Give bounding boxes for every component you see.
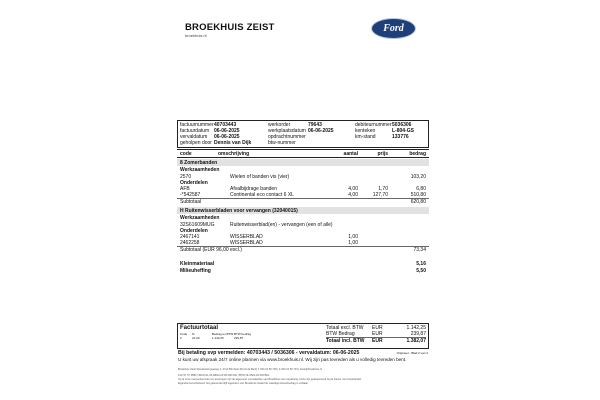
line-description: Continental eco contact 6 XL — [230, 192, 294, 198]
ford-logo — [371, 18, 416, 39]
line-amount: 6,80 — [416, 186, 426, 192]
vat-amount-label: BTW Bedrag — [326, 331, 355, 337]
info-row: km-stand 133776 — [355, 134, 409, 140]
footer-address: Broekhuis Zeist Woudenbergseweg 4, 3712 BD Zeist (Rond de Berk) T 030 24 50 700 | F 030 24 50 701 | zeist@broekhuis.nl — [178, 368, 322, 371]
subtotal-label: Subtotaal — [180, 199, 202, 205]
line-price: 127,70 — [372, 192, 388, 198]
line-code: 2462258 — [180, 240, 200, 246]
section-title: 8 Zomerbanden — [180, 160, 218, 166]
subtotal-amount: 620,80 — [410, 199, 426, 205]
info-row: kenteken L-804-GS — [355, 128, 414, 134]
info-col-3 — [355, 122, 414, 140]
subtotal-amount: 73,34 — [413, 247, 426, 253]
subtotal-label: Subtotaal (EUR 96,00 excl.) — [180, 247, 242, 253]
info-row: vervaldatum 06-06-2025 — [180, 134, 240, 140]
total-excl-vat-value: 1.142,25 — [406, 325, 426, 331]
line-amount: 103,20 — [410, 174, 426, 180]
vat-breakdown-header: Code % Bedrag ex BTWBTW bedrag — [180, 332, 251, 336]
info-row: opdrachtnummer — [268, 134, 306, 140]
total-incl-vat-currency: EUR — [372, 338, 383, 344]
col-header-amount: bedrag — [409, 151, 426, 157]
page-label: Origineel - Blad 2 van 2 — [396, 351, 428, 355]
group-title: Onderdelen — [180, 180, 208, 186]
info-row: debiteurnummer5036306 — [355, 122, 412, 128]
line-description: WISSERBLAD — [230, 240, 263, 246]
info-row: factuurdatum 06-06-2025 — [180, 128, 240, 134]
col-header-quantity: aantal — [343, 151, 358, 157]
info-row: werkplaatsdatum 06-06-2025 — [268, 128, 334, 134]
line-price: 1,70 — [378, 186, 388, 192]
line-code: 2467141 — [180, 234, 200, 240]
total-incl-vat-value: 1.382,07 — [406, 338, 426, 344]
line-quantity: 1,00 — [348, 234, 358, 240]
line-quantity: 4,00 — [348, 186, 358, 192]
payment-reference-note: Bij betaling svp vermelden: 40703443 / 5036306 - vervaldatum: 06-06-2025 — [178, 350, 360, 356]
group-title: Onderdelen — [180, 228, 208, 234]
extra-value-environmental-levy: 5,50 — [416, 268, 426, 274]
section-title: H Ruitenwisserbladen voor vervangen (32040015) — [180, 208, 298, 214]
info-row: werkorder 79643 — [268, 122, 322, 128]
total-incl-vat-label: Totaal incl. BTW — [326, 338, 365, 344]
extra-label-small-materials: Kleinmateriaal — [180, 261, 215, 267]
dealer-url: broekhuis.nl — [185, 33, 207, 38]
footer-ownership: Eigendomsvoorbehoud: het geleverde blijft eigendom van Broekhuis totdat het volledige factuurbedrag is voldaan. — [178, 382, 309, 385]
table-header-top-rule — [177, 149, 429, 150]
info-row: factuurnummer40703443 — [180, 122, 237, 128]
extra-label-environmental-levy: Milieuheffing — [180, 268, 211, 274]
vat-amount-value: 239,87 — [410, 331, 426, 337]
line-code: 32S61609MUG — [180, 222, 215, 228]
totals-title: Factuurtotaal — [180, 325, 219, 331]
col-header-description: omschrijving — [218, 151, 250, 157]
line-code: 2570 — [180, 174, 192, 180]
vat-amount-currency: EUR — [372, 331, 383, 337]
line-quantity: 4,00 — [348, 192, 358, 198]
total-excl-vat-currency: EUR — [372, 325, 383, 331]
vat-breakdown-row: 2 21,00 1.142,25 239,87 — [180, 336, 244, 340]
group-title: Werkzaamheden — [180, 167, 220, 173]
info-row: btw-nummer — [268, 140, 296, 146]
line-description: Ruitenwisserblad(en) - vervangen (een of alle) — [230, 222, 333, 228]
line-code: -*542587 — [180, 192, 201, 198]
total-excl-vat-label: Totaal excl. BTW — [326, 325, 364, 331]
dealer-name: BROEKHUIS ZEIST — [185, 22, 275, 33]
line-description: Wielen of banden vis (vier) — [230, 174, 290, 180]
vat-breakdown — [180, 332, 251, 340]
line-amount: 510,80 — [410, 192, 426, 198]
col-header-code: code — [180, 151, 192, 157]
extra-value-small-materials: 5,16 — [416, 261, 426, 267]
line-description: WISSERBLAD — [230, 234, 263, 240]
info-col-1 — [180, 122, 251, 146]
line-quantity: 1,00 — [348, 240, 358, 246]
online-appointment-note: U kunt uw afspraak 24/7 online plannen via www.broekhuis.nl. Wij zijn pas tevreden als u volledig tevreden bent. — [178, 357, 407, 362]
info-col-2 — [268, 122, 334, 146]
ford-logo-text: Ford — [383, 23, 404, 34]
line-code: AFB — [180, 186, 190, 192]
footer-registration: KvK 57 57 3884 | IBAN NL 00 ABNA 00 00 000 000 | BTW NL 8522.02.530.B01 — [178, 374, 270, 377]
info-row: geholpen door Dennis van Dijk — [180, 140, 252, 146]
table-header-bottom-rule — [177, 157, 429, 158]
line-description: Afvalbijdrage banden — [230, 186, 277, 192]
footer-terms: Op al onze overeenkomsten en leveringen zijn de algemene voorwaarden van Broekhuis van toepassing. Deze zijn gedeponeerd bij de Kamer van Koophandel. — [178, 378, 362, 381]
col-header-price: prijs — [377, 151, 388, 157]
group-title: Werkzaamheden — [180, 215, 220, 221]
